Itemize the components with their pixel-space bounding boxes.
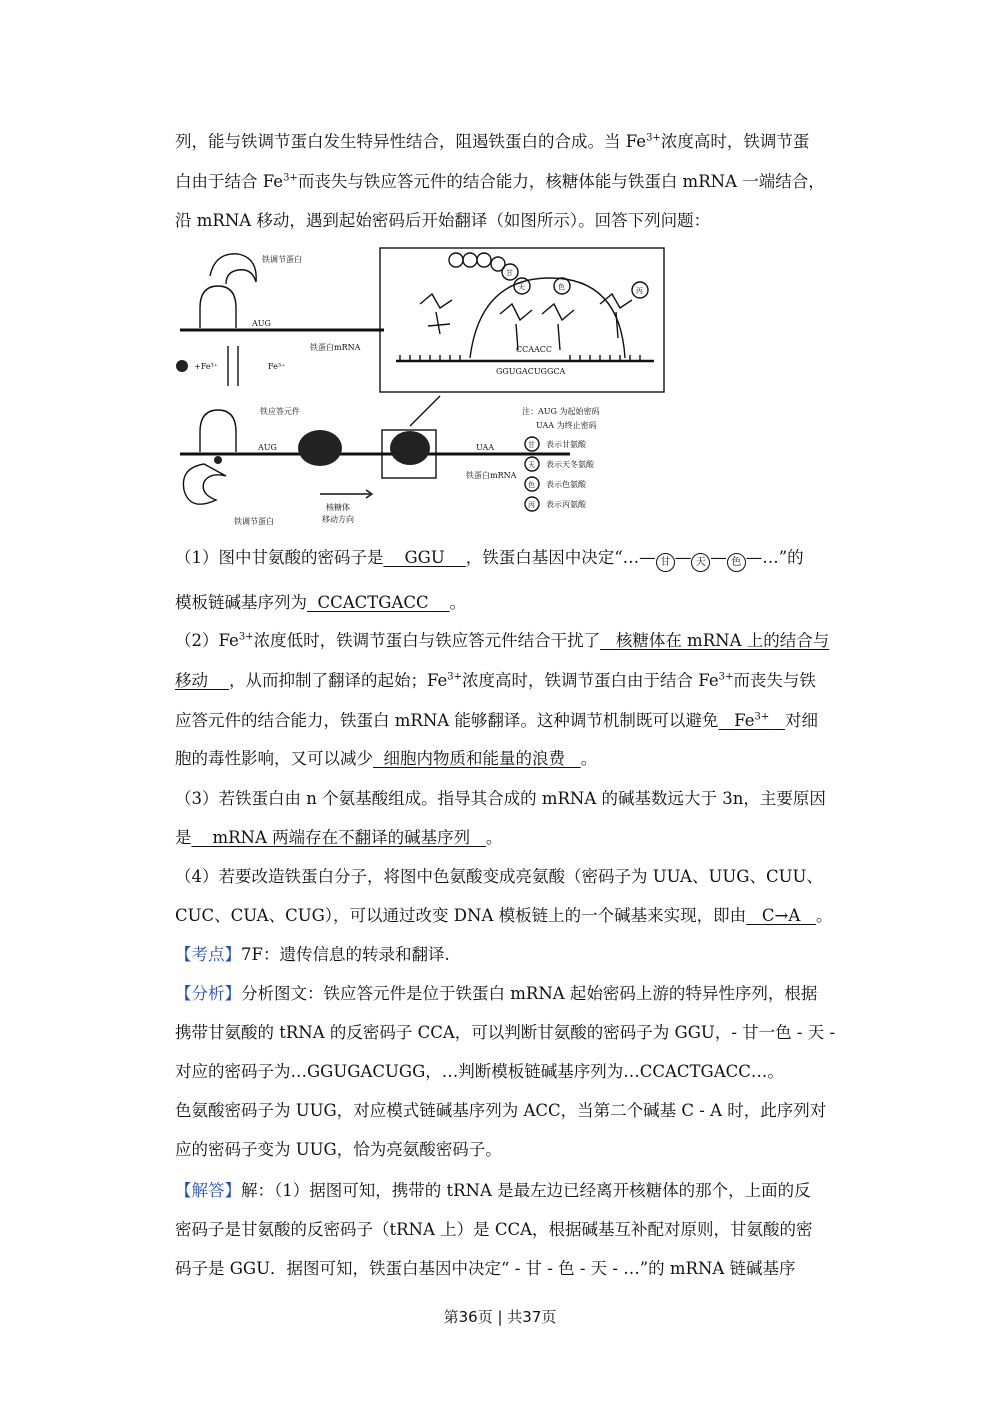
ferritin-translation-figure <box>170 238 670 530</box>
text: 白由于结合 Fe <box>175 172 284 191</box>
circled-se-icon: 色 <box>727 553 746 572</box>
page-footer: 第36页 | 共37页 <box>443 1308 557 1326</box>
text: 。 <box>580 749 598 768</box>
legend-tian-text: 天 <box>528 461 535 469</box>
label-uaa: UAA <box>476 443 495 452</box>
label-bottom-protein: 铁调节蛋白 <box>234 517 274 526</box>
label-move-direction: 移动方向 <box>322 515 354 524</box>
text: —…”的 <box>745 548 804 567</box>
superscript: 3+ <box>283 172 298 184</box>
kaodian-tag: 【考点】 <box>175 945 241 964</box>
ribosome-2 <box>390 431 430 465</box>
fe-ion-left <box>176 360 188 372</box>
amino-acid-bead <box>477 253 491 267</box>
jieda-line-3: 码子是 GGU．据图可知，铁蛋白基因中决定“ - 甘 - 色 - 天 - …”的 mRNA 链碱基序 <box>175 1259 796 1278</box>
jieda-line-1 <box>175 1180 855 1202</box>
label-response-element: 铁应答元件 <box>260 407 300 416</box>
answer-blank: CCACTGACC <box>317 593 429 612</box>
iron-regulatory-protein-top <box>210 254 256 284</box>
text: 列，能与铁调节蛋白发生特异性结合，阻遏铁蛋白的合成。当 Fe <box>175 132 647 151</box>
text: 是 <box>175 828 192 847</box>
label-mrna-top: 铁蛋白mRNA <box>310 343 361 352</box>
superscript: 3+ <box>718 671 734 683</box>
text: 浓度高时，铁调节蛋 <box>660 132 810 151</box>
ribosome-1 <box>298 430 342 466</box>
label-ribosome: 核糖体 <box>326 503 350 512</box>
fenxi-line-3: 对应的密码子为…GGUGACUGG，…判断模板链碱基序列为…CCACTGACC…。 <box>175 1062 784 1081</box>
text: 浓度高时，铁调节蛋白由于结合 Fe <box>462 671 719 690</box>
circled-gan-icon: 甘 <box>656 553 675 572</box>
text: 而丧失与铁 <box>733 671 816 690</box>
text: 。 <box>816 906 833 925</box>
superscript: 3+ <box>646 132 661 144</box>
q3-line-2 <box>175 827 855 849</box>
legend-tian-label: 表示天冬氨酸 <box>546 460 594 469</box>
trna-3 <box>542 304 574 350</box>
superscript: 3+ <box>238 631 254 643</box>
answer-blank: $Fe^{3+}$ <box>734 711 770 730</box>
label-mrna-bottom: 铁蛋白mRNA <box>466 471 517 480</box>
answer-blank: mRNA 两端存在不翻译的碱基序列 <box>212 828 471 847</box>
q2-line-2 <box>175 670 855 692</box>
fenxi-tag: 【分析】 <box>175 984 241 1003</box>
text: 。 <box>449 593 467 612</box>
intro-line-3: 沿 mRNA 移动，遇到起始密码后开始翻译（如图所示）。回答下列问题： <box>175 211 711 230</box>
text: 浓度低时，铁调节蛋白与铁应答元件结合干扰了 <box>253 631 601 650</box>
legend-bing-text: 丙 <box>528 501 535 509</box>
text: 对细 <box>784 711 818 730</box>
jieda-line-2: 密码子是甘氨酸的反密码子（tRNA 上）是 CCA，根据碱基互补配对原则，甘氨酸的密 <box>175 1220 813 1239</box>
label-codon-sequence: GGUGACUGGCA <box>496 367 566 376</box>
q2-line-1 <box>175 630 855 652</box>
answer-blank: GGU <box>404 548 445 567</box>
q2-line-4 <box>175 748 855 770</box>
label-aug-top: AUG <box>252 319 271 328</box>
aa-se-text: 色 <box>558 283 565 291</box>
text: 分析图文：铁应答元件是位于铁蛋白 mRNA 起始密码上游的特异性序列，根据 <box>241 984 818 1003</box>
hairpin-loop-top <box>200 286 236 328</box>
q2-line-3 <box>175 710 855 732</box>
note-start-codon: 注：AUG 为起始密码 <box>522 407 600 416</box>
aa-tian-text: 天 <box>518 283 525 291</box>
text: （1）图中甘氨酸的密码子是 <box>175 548 384 567</box>
superscript: 3+ <box>447 671 463 683</box>
text: ，从而抑制了翻译的起始；Fe <box>228 671 448 690</box>
hairpin-loop-bottom <box>200 410 236 452</box>
text: （2）Fe <box>175 631 239 650</box>
aa-bing-text: 丙 <box>636 287 643 295</box>
note-stop-codon: UAA 为终止密码 <box>536 421 597 430</box>
text: 。 <box>485 828 503 847</box>
answer-blank: 移动 <box>175 671 208 690</box>
circled-tian-icon: 天 <box>691 553 710 572</box>
trna-1 <box>420 294 452 334</box>
text: CUC、CUA、CUG），可以通过改变 DNA 模板链上的一个碱基来实现，即由 <box>175 906 747 925</box>
label-top-protein: 铁调节蛋白 <box>262 255 302 264</box>
iron-regulatory-protein-bottom <box>183 464 226 504</box>
legend-bing-label: 表示丙氨酸 <box>546 500 586 509</box>
label-fe-right: Fe³⁺ <box>268 362 286 371</box>
fe-ion-bound <box>214 456 222 464</box>
label-aug-bottom: AUG <box>258 443 277 452</box>
amino-acid-bead <box>463 253 477 267</box>
legend-gan-label: 表示甘氨酸 <box>546 440 586 449</box>
aa-gan-text: 甘 <box>506 269 513 277</box>
text: 应答元件的结合能力，铁蛋白 mRNA 能够翻译。这种调节机制既可以避免 <box>175 711 719 730</box>
fenxi-line-2: 携带甘氨酸的 tRNA 的反密码子 CCA，可以判断甘氨酸的密码子为 GGU，- 甘一色 - 天 - <box>175 1023 836 1042</box>
text: 模板链碱基序列为 <box>175 593 307 612</box>
text: 解：（1）据图可知，携带的 tRNA 是最左边已经离开核糖体的那个，上面的反 <box>241 1181 811 1200</box>
intro-line-2 <box>175 171 855 193</box>
q1-line-1: （1）图中甘氨酸的密码子是 GGU ，铁蛋白基因中决定“…— 甘 — 天 — 色 —…”的 <box>175 547 855 572</box>
q4-line-2 <box>175 905 855 927</box>
answer-blank: 细胞内物质和能量的浪费 <box>383 749 565 768</box>
text: 胞的毒性影响，又可以减少 <box>175 749 373 768</box>
q4-line-1: （4）若要改造铁蛋白分子，将图中色氨酸变成亮氨酸（密码子为 UUA、UUG、CUU、 <box>175 867 823 886</box>
text: 而丧失与铁应答元件的结合能力，核糖体能与铁蛋白 mRNA 一端结合， <box>297 172 825 191</box>
q3-line-1: （3）若铁蛋白由 n 个氨基酸组成。指导其合成的 mRNA 的碱基数远大于 3n，主要原因 <box>175 789 826 808</box>
kaodian-line <box>175 944 855 966</box>
trna-2 <box>500 304 532 350</box>
trna-4 <box>600 294 632 338</box>
jieda-tag: 【解答】 <box>175 1181 241 1200</box>
fenxi-line-1 <box>175 983 855 1005</box>
fenxi-line-5: 应的密码子变为 UUG，恰为亮氨酸密码子。 <box>175 1140 502 1159</box>
label-anticodon: CCAACC <box>516 345 553 354</box>
legend-se-label: 表示色氨酸 <box>546 480 586 489</box>
answer-blank: 核糖体在 mRNA 上的结合与 <box>615 631 830 650</box>
text: 7F：遗传信息的转录和翻译. <box>241 945 450 964</box>
answer-blank: C→A <box>761 906 801 925</box>
label-fe-left: +Fe³⁺ <box>194 362 218 371</box>
intro-line-1 <box>175 131 855 153</box>
zoom-arrow <box>410 396 440 426</box>
legend-gan-text: 甘 <box>528 441 535 449</box>
q1-line-2 <box>175 592 855 614</box>
text: ，铁蛋白基因中决定“…— <box>465 548 656 567</box>
fenxi-line-4: 色氨酸密码子为 UUG，对应模式链碱基序列为 ACC，当第二个碱基 C - A 时，此序列对 <box>175 1101 827 1120</box>
amino-acid-bead <box>449 253 463 267</box>
legend-se-text: 色 <box>528 481 535 489</box>
